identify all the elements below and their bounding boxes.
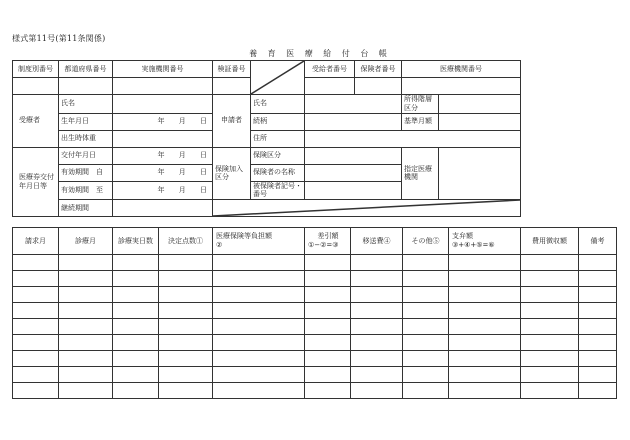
table-cell[interactable] bbox=[351, 367, 403, 383]
col-payment-amount bbox=[449, 228, 521, 255]
col-payment-amount-line2: ③+④+⑤=⑥ bbox=[452, 241, 495, 249]
table-cell[interactable] bbox=[579, 287, 617, 303]
table-cell[interactable] bbox=[305, 335, 351, 351]
table-cell[interactable] bbox=[305, 255, 351, 271]
table-cell[interactable] bbox=[449, 271, 521, 287]
table-cell[interactable] bbox=[403, 351, 449, 367]
table-cell[interactable] bbox=[403, 303, 449, 319]
table-row bbox=[13, 335, 617, 351]
table-cell[interactable] bbox=[305, 287, 351, 303]
applicant-name-value[interactable] bbox=[305, 95, 402, 114]
table-cell[interactable] bbox=[159, 319, 213, 335]
table-cell[interactable] bbox=[159, 271, 213, 287]
table-cell[interactable] bbox=[13, 255, 59, 271]
table-cell[interactable] bbox=[113, 271, 159, 287]
col-payment-amount-line1: 支弁額 bbox=[452, 231, 473, 240]
table-cell[interactable] bbox=[351, 287, 403, 303]
table-row bbox=[13, 255, 617, 271]
valid-from-label: 有効期間 自 bbox=[59, 164, 113, 181]
table-cell[interactable] bbox=[13, 367, 59, 383]
table-cell[interactable] bbox=[213, 351, 305, 367]
table-cell[interactable] bbox=[13, 271, 59, 287]
value-institution-no[interactable] bbox=[402, 78, 521, 95]
table-cell[interactable] bbox=[351, 351, 403, 367]
table-cell[interactable] bbox=[403, 335, 449, 351]
header-system-no: 制度別番号 bbox=[13, 61, 59, 78]
patient-name-label: 氏名 bbox=[59, 95, 113, 114]
col-insurance-burden-line2: ② bbox=[216, 241, 223, 249]
valid-to-value: 年 月 日 bbox=[113, 181, 213, 200]
table-cell[interactable] bbox=[213, 383, 305, 399]
table-cell[interactable] bbox=[579, 383, 617, 399]
table-cell[interactable] bbox=[59, 383, 113, 399]
table-cell[interactable] bbox=[521, 255, 579, 271]
table-cell[interactable] bbox=[305, 383, 351, 399]
table-row bbox=[13, 319, 617, 335]
insurer-name-label: 保険者の名称 bbox=[251, 164, 305, 181]
col-other: その他⑤ bbox=[403, 228, 449, 255]
insurance-category-value[interactable] bbox=[305, 147, 402, 164]
table-cell[interactable] bbox=[113, 367, 159, 383]
table-cell[interactable] bbox=[579, 319, 617, 335]
insurer-name-value[interactable] bbox=[305, 164, 402, 181]
header-recipient-no: 受給者番号 bbox=[305, 61, 355, 78]
table-cell[interactable] bbox=[213, 319, 305, 335]
table-cell[interactable] bbox=[159, 303, 213, 319]
col-insurance-burden bbox=[213, 228, 305, 255]
table-cell[interactable] bbox=[449, 303, 521, 319]
table-cell[interactable] bbox=[159, 287, 213, 303]
table-cell[interactable] bbox=[449, 335, 521, 351]
value-recipient-no[interactable] bbox=[305, 78, 355, 95]
col-difference bbox=[305, 228, 351, 255]
table-cell[interactable] bbox=[159, 367, 213, 383]
table-cell[interactable] bbox=[59, 271, 113, 287]
table-cell[interactable] bbox=[59, 303, 113, 319]
designated-institution-label: 指定医療機関 bbox=[402, 147, 439, 200]
continuation-diagonal-cell bbox=[213, 200, 521, 217]
table-row bbox=[13, 383, 617, 399]
table-cell[interactable] bbox=[521, 351, 579, 367]
insurance-group-label: 保険加入区分 bbox=[213, 147, 251, 200]
value-prefecture-no[interactable] bbox=[59, 78, 113, 95]
table-cell[interactable] bbox=[403, 255, 449, 271]
applicant-name-label: 氏名 bbox=[251, 95, 305, 114]
table-cell[interactable] bbox=[521, 367, 579, 383]
table-cell[interactable] bbox=[351, 255, 403, 271]
table-cell[interactable] bbox=[579, 255, 617, 271]
income-class-label: 所得階層区分 bbox=[402, 95, 439, 114]
table-cell[interactable] bbox=[159, 351, 213, 367]
table-cell[interactable] bbox=[213, 303, 305, 319]
table-cell[interactable] bbox=[159, 335, 213, 351]
table-cell[interactable] bbox=[113, 287, 159, 303]
table-row bbox=[13, 351, 617, 367]
value-insured-no[interactable] bbox=[355, 78, 402, 95]
table-cell[interactable] bbox=[449, 319, 521, 335]
issue-date-label: 交付年月日 bbox=[59, 147, 113, 164]
table-cell[interactable] bbox=[351, 271, 403, 287]
table-cell[interactable] bbox=[521, 335, 579, 351]
table-cell[interactable] bbox=[521, 287, 579, 303]
table-cell[interactable] bbox=[403, 319, 449, 335]
table-cell[interactable] bbox=[59, 287, 113, 303]
header-insured-no: 保険者番号 bbox=[355, 61, 402, 78]
header-verification-no: 検証番号 bbox=[213, 61, 251, 78]
table-cell[interactable] bbox=[159, 383, 213, 399]
table-cell[interactable] bbox=[59, 367, 113, 383]
table-cell[interactable] bbox=[113, 303, 159, 319]
certificate-group-label: 医療券交付年月日等 bbox=[13, 147, 59, 217]
patient-name-value[interactable] bbox=[113, 95, 213, 114]
table-cell[interactable] bbox=[113, 383, 159, 399]
continuation-label: 継続期間 bbox=[59, 200, 113, 217]
table-cell[interactable] bbox=[351, 303, 403, 319]
income-class-value[interactable] bbox=[439, 95, 521, 114]
table-cell[interactable] bbox=[579, 335, 617, 351]
table-cell[interactable] bbox=[449, 255, 521, 271]
birth-weight-label: 出生時体重 bbox=[59, 130, 113, 147]
table-cell[interactable] bbox=[521, 319, 579, 335]
table-cell[interactable] bbox=[59, 319, 113, 335]
designated-institution-value[interactable] bbox=[439, 147, 521, 200]
table-cell[interactable] bbox=[13, 335, 59, 351]
table-cell[interactable] bbox=[213, 255, 305, 271]
patient-group-label: 受療者 bbox=[13, 95, 59, 148]
table-cell[interactable] bbox=[13, 319, 59, 335]
relation-value[interactable] bbox=[305, 113, 402, 130]
table-row bbox=[13, 367, 617, 383]
col-claim-month: 請求月 bbox=[13, 228, 59, 255]
address-value[interactable] bbox=[305, 130, 521, 147]
table-cell[interactable] bbox=[305, 351, 351, 367]
form-number: 様式第11号(第11条関係) bbox=[12, 34, 106, 43]
table-cell[interactable] bbox=[449, 367, 521, 383]
table-cell[interactable] bbox=[213, 367, 305, 383]
birth-weight-value[interactable] bbox=[113, 130, 213, 147]
table-cell[interactable] bbox=[403, 287, 449, 303]
table-cell[interactable] bbox=[449, 351, 521, 367]
table-cell[interactable] bbox=[403, 383, 449, 399]
col-treatment-days: 診療実日数 bbox=[113, 228, 159, 255]
table-row bbox=[13, 287, 617, 303]
insured-symbol-label: 被保険者記号・番号 bbox=[251, 181, 305, 200]
table-cell[interactable] bbox=[113, 351, 159, 367]
address-label: 住所 bbox=[251, 130, 305, 147]
table-cell[interactable] bbox=[579, 303, 617, 319]
table-cell[interactable] bbox=[13, 287, 59, 303]
table-cell[interactable] bbox=[13, 351, 59, 367]
valid-from-value: 年 月 日 bbox=[113, 164, 213, 181]
table-cell[interactable] bbox=[13, 383, 59, 399]
table-row bbox=[13, 271, 617, 287]
value-agency-no[interactable] bbox=[113, 78, 213, 95]
base-amount-value[interactable] bbox=[439, 113, 521, 130]
applicant-group-label: 申請者 bbox=[213, 95, 251, 148]
diagonal-line bbox=[251, 61, 304, 94]
table-cell[interactable] bbox=[113, 319, 159, 335]
col-transport-cost: 移送費④ bbox=[351, 228, 403, 255]
col-decided-points: 決定点数① bbox=[159, 228, 213, 255]
header-agency-no: 実施機関番号 bbox=[113, 61, 213, 78]
table-cell[interactable] bbox=[351, 319, 403, 335]
ledger-info-table bbox=[12, 60, 521, 217]
table-cell[interactable] bbox=[579, 351, 617, 367]
table-cell[interactable] bbox=[305, 319, 351, 335]
continuation-value[interactable] bbox=[113, 200, 213, 217]
table-cell[interactable] bbox=[305, 303, 351, 319]
table-cell[interactable] bbox=[59, 255, 113, 271]
table-cell[interactable] bbox=[113, 255, 159, 271]
col-remarks: 備考 bbox=[579, 228, 617, 255]
col-insurance-burden-line1: 医療保険等負担額 bbox=[216, 231, 272, 240]
birth-date-label: 生年月日 bbox=[59, 113, 113, 130]
base-amount-label: 基準月額 bbox=[402, 113, 439, 130]
diagonal-blank-cell bbox=[251, 61, 305, 95]
insurance-category-label: 保険区分 bbox=[251, 147, 305, 164]
header-prefecture-no: 都道府県番号 bbox=[59, 61, 113, 78]
issue-date-value: 年 月 日 bbox=[113, 147, 213, 164]
table-cell[interactable] bbox=[13, 303, 59, 319]
table-cell[interactable] bbox=[521, 303, 579, 319]
table-cell[interactable] bbox=[351, 383, 403, 399]
table-cell[interactable] bbox=[579, 367, 617, 383]
table-cell[interactable] bbox=[521, 383, 579, 399]
table-cell[interactable] bbox=[59, 335, 113, 351]
col-treatment-month: 診療月 bbox=[59, 228, 113, 255]
col-difference-line1: 差引額 bbox=[317, 231, 339, 240]
value-verification-no[interactable] bbox=[213, 78, 251, 95]
table-cell[interactable] bbox=[449, 383, 521, 399]
relation-label: 続柄 bbox=[251, 113, 305, 130]
table-row bbox=[13, 303, 617, 319]
table-cell[interactable] bbox=[351, 335, 403, 351]
insured-symbol-value[interactable] bbox=[305, 181, 402, 200]
table-cell[interactable] bbox=[449, 287, 521, 303]
table-cell[interactable] bbox=[213, 335, 305, 351]
ledger-title: 養 育 医 療 給 付 台 帳 bbox=[249, 49, 391, 58]
table-cell[interactable] bbox=[305, 367, 351, 383]
table-cell[interactable] bbox=[213, 271, 305, 287]
table-cell[interactable] bbox=[579, 271, 617, 287]
table-cell[interactable] bbox=[59, 351, 113, 367]
continuation-diagonal-line bbox=[213, 200, 520, 216]
col-cost-collection: 費用徴収額 bbox=[521, 228, 579, 255]
table-cell[interactable] bbox=[213, 287, 305, 303]
table-cell[interactable] bbox=[403, 367, 449, 383]
value-system-no[interactable] bbox=[13, 78, 59, 95]
table-cell[interactable] bbox=[403, 271, 449, 287]
col-difference-line2: ①−②=③ bbox=[308, 241, 339, 249]
header-institution-no: 医療機関番号 bbox=[402, 61, 521, 78]
table-cell[interactable] bbox=[159, 255, 213, 271]
table-cell[interactable] bbox=[521, 271, 579, 287]
table-cell[interactable] bbox=[305, 271, 351, 287]
table-cell[interactable] bbox=[113, 335, 159, 351]
birth-date-value: 年 月 日 bbox=[113, 113, 213, 130]
valid-to-label: 有効期間 至 bbox=[59, 181, 113, 200]
ledger-history-table bbox=[12, 227, 617, 399]
